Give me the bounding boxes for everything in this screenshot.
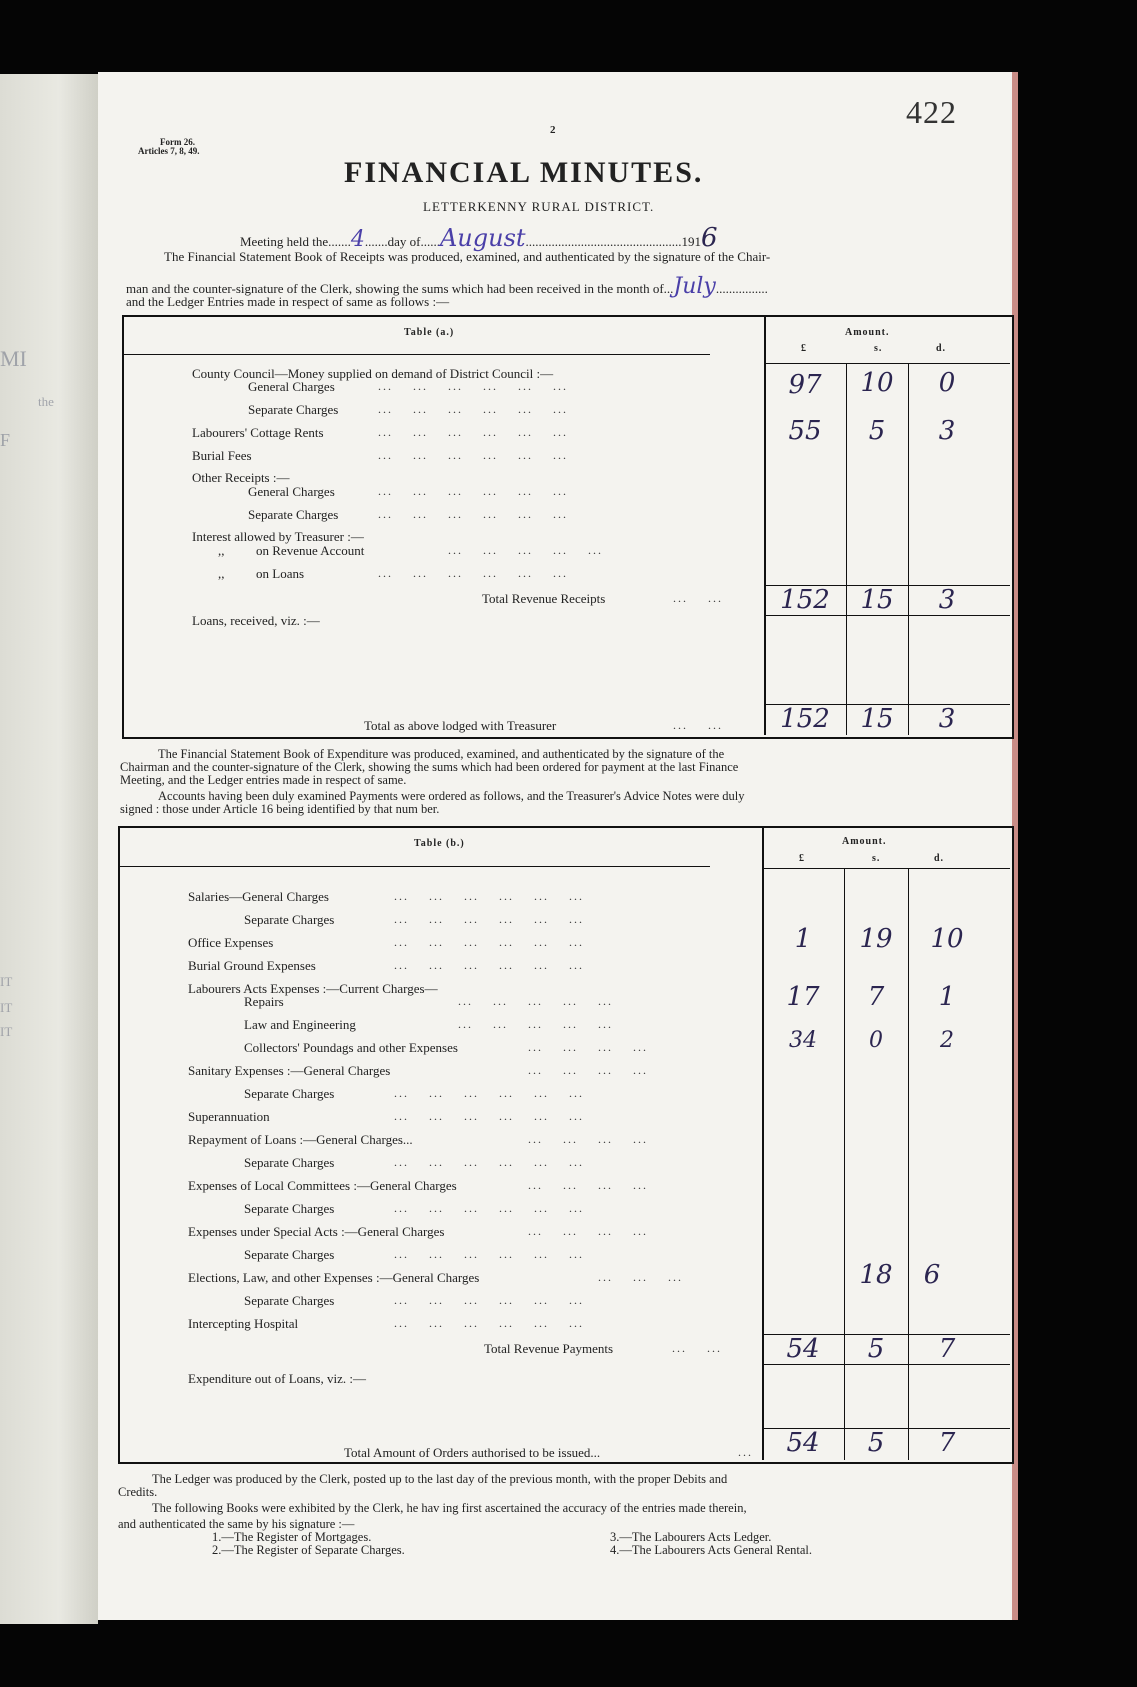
table-row: County Council—Money supplied on demand of District Council :— xyxy=(192,366,554,381)
table-row: Separate Charges xyxy=(244,1247,335,1262)
column-pounds: £ xyxy=(801,343,807,354)
table-row: Sanitary Expenses :—General Charges xyxy=(188,1063,391,1078)
table-row: Law and Engineering xyxy=(244,1017,356,1032)
amount-shillings: 15 xyxy=(860,585,894,615)
amount-pounds: 152 xyxy=(780,585,830,615)
column-pounds: £ xyxy=(799,853,805,864)
total-orders-authorised: Total Amount of Orders authorised to be issued... xyxy=(344,1445,601,1460)
column-shillings: s. xyxy=(872,853,881,864)
table-b-amount-header: Amount. xyxy=(842,836,887,847)
table-row: Interest allowed by Treasurer :— xyxy=(192,529,364,544)
table-row: Separate Charges xyxy=(244,912,335,927)
receipts-paragraph-line: The Financial Statement Book of Receipts was produced, examined, and authenticated by the signature of the Chair- xyxy=(164,249,771,264)
column-pence: d. xyxy=(934,853,945,864)
expenditure-paragraph-line: Chairman and the counter-signature of the Clerk, showing the sums which had been ordered for payment at the last Finance xyxy=(120,760,739,774)
meeting-day: 4 xyxy=(350,227,365,252)
total-revenue-payments: Total Revenue Payments xyxy=(484,1341,614,1356)
meeting-line: Meeting held the.......4.......day of......August................................................1916 xyxy=(240,223,718,253)
meeting-month: August xyxy=(439,224,526,252)
table-row: Salaries—General Charges xyxy=(188,889,329,904)
amount-shillings: 5 xyxy=(867,1334,885,1364)
ditto-mark: ,, xyxy=(218,566,225,581)
amount-shillings: 5 xyxy=(868,416,886,446)
amount-pence: 6 xyxy=(923,1260,941,1290)
table-row: Elections, Law, and other Expenses :—General Charges xyxy=(188,1270,480,1285)
table-row: General Charges xyxy=(248,484,335,499)
amount-pounds: 97 xyxy=(788,370,822,400)
table-a-amount-header: Amount. xyxy=(845,327,890,338)
table-row: Expenses of Local Committees :—General Charges xyxy=(188,1178,457,1193)
expenditure-paragraph-line: Accounts having been duly examined Payments were ordered as follows, and the Treasurer's Advice Notes were duly xyxy=(158,789,745,803)
receipts-paragraph-line: and the Ledger Entries made in respect of same as follows :— xyxy=(126,294,450,309)
amount-pounds: 54 xyxy=(786,1428,820,1458)
expenditure-paragraph-line: Meeting, and the Ledger entries made in respect of same. xyxy=(120,773,407,787)
ledger-page: Form 26. Articles 7, 8, 49. 2 422 FINANCIAL MINUTES. LETTERKENNY RURAL DISTRICT. Meeting held the.......4.......day of......August................................................1916 The Financial Statement Book of Receipts was produced, examined, and authenticated by the signature of the Chair- man and the counter-signature of the Clerk, showing the sums which had been received in the month of...July................ and the Ledger Entries made in respect of same as follows :— Table (a.) Amount. £ s. d. County Council—Money supplied on demand of District Council :— General Charges ... ... ... ... ... ... Separate Charges ... ... ... ... ... ... Labourers' Cottage Rents ... ... ... ... ... ... Burial Fees ... ... ... ... ... ... Other Receipts :— General Charges ... ... ... ... ... ... Separate Charges ... ... ... ... ... ... Interest allowed by Treasurer :— ,, on Revenue Account ... ... ... ... ... ,, on Loans ... ... ... ... ... ... Total Revenue Receipts ... ... Loans, received, viz. :— Total as above lodged with Treasurer ... ... 97 10 0 55 5 3 152 15 3 152 15 3 The Financial Statement Book of Expenditure was produced, examined, and authenticated by the signature of the Chairman and the counter-signature of the Clerk, showing the sums which had been ordered for payment at the last Finance Meeting, and the Ledger entries made in respect of same. Accounts having been duly examined Payments were ordered as follows, and the Treasurer's Advice Notes were duly signed : those under Article 16 being identified by that num ber. Table (b.) Amount. £ s. d. Salaries—General Charges ... ... ... ... ... ... Separate Charges ... ... ... ... ... ... Office Expenses ... ... ... ... ... ... Burial Ground Expenses ... ... ... ... ... ... Labourers Acts Expenses :—Current Charges— Repairs ... ... ... ... ... Law and Engineering ... ... ... ... ... Collectors' Poundags and other Expenses ... ... ... ... Sanitary Expenses :—General Charges ... ... ... ... Separate Charges ... ... ... ... ... ... Superannuation ... ... ... ... ... ... Repayment of Loans :—General Charges... ... ... ... ... Separate Charges ... ... ... ... ... ... Expenses of Local Committees :—General Charges ... ... ... ... Separate Charges ... ... ... ... ... ... Expenses under Special Acts :—General Charges ... ... ... ... Separate Charges ... ... ... ... ... ... Elections, Law, and other Expenses :—General Charges ... ... ... Separate Charges ... ... ... ... ... ... Intercepting Hospital ... ... ... ... ... ... Total Revenue Payments ... ... Expenditure out of Loans, viz. :— Total Amount of Orders authorised to be issued... ... 1 19 10 17 7 1 34 0 2 18 6 54 5 7 54 5 7 The Ledger was produced by the Clerk, posted up to the last day of the previous month, with the proper Debits and Credits. The following Books were exhibited by the Clerk, he hav ing first ascertained the accuracy of the entries made therein, and authenticated the same by his signature :— 1.—The Register of Mortgages. 2.—The Register of Separate Charges. 3.—The Labourers Acts Ledger. 4.—The Labourers Acts General Rental. xyxy=(98,72,1018,1620)
amount-shillings: 10 xyxy=(860,368,894,398)
table-row: Superannuation xyxy=(188,1109,270,1124)
footer-paragraph-line: and authenticated the same by his signature :— xyxy=(118,1517,355,1531)
column-shillings: s. xyxy=(874,343,883,354)
table-row: on Loans xyxy=(256,566,305,581)
left-facing-page xyxy=(0,74,98,1624)
table-row: Labourers Acts Expenses :—Current Charges— xyxy=(188,981,438,996)
amount-pence: 1 xyxy=(938,982,956,1012)
table-row: Office Expenses xyxy=(188,935,274,950)
amount-pounds: 55 xyxy=(788,416,822,446)
table-row: Separate Charges xyxy=(244,1293,335,1308)
amount-pence: 2 xyxy=(940,1028,954,1053)
amount-pence: 10 xyxy=(930,924,964,954)
amount-pence: 3 xyxy=(938,704,956,734)
table-row: Loans, received, viz. :— xyxy=(192,613,320,628)
expenditure-paragraph-line: signed : those under Article 16 being identified by that num ber. xyxy=(120,802,440,816)
left-page-text: IT xyxy=(0,1024,13,1039)
receipts-month: July xyxy=(673,274,716,299)
table-row: General Charges xyxy=(248,379,335,394)
book-item: 3.—The Labourers Acts Ledger. xyxy=(610,1530,772,1544)
footer-paragraph-line: Credits. xyxy=(118,1485,158,1499)
amount-shillings: 19 xyxy=(859,924,893,954)
amount-pence: 0 xyxy=(938,368,956,398)
table-row: Separate Charges xyxy=(248,507,339,522)
district-name: LETTERKENNY RURAL DISTRICT. xyxy=(423,199,655,214)
table-row: Separate Charges xyxy=(244,1201,335,1216)
receipts-paragraph-line: man and the counter-signature of the Clerk, showing the sums which had been received in the month of...July................ xyxy=(126,274,768,299)
amount-pounds: 152 xyxy=(780,704,830,734)
left-page-text: MI xyxy=(0,346,27,371)
amount-pounds: 1 xyxy=(794,924,812,954)
table-row: Collectors' Poundags and other Expenses xyxy=(244,1040,458,1055)
expenditure-paragraph-line: The Financial Statement Book of Expenditure was produced, examined, and authenticated by the signature of the xyxy=(158,747,725,761)
table-row: on Revenue Account xyxy=(256,543,365,558)
left-page-text: the xyxy=(38,394,54,409)
footer-paragraph-line: The following Books were exhibited by the Clerk, he hav ing first ascertained the accuracy of the entries made therein, xyxy=(152,1501,747,1515)
amount-pence: 7 xyxy=(938,1428,956,1458)
table-row: Expenses under Special Acts :—General Charges xyxy=(188,1224,445,1239)
table-a-caption: Table (a.) xyxy=(404,327,455,338)
amount-pence: 3 xyxy=(938,416,956,446)
meeting-year: 6 xyxy=(701,223,718,253)
table-row: Intercepting Hospital xyxy=(188,1316,299,1331)
amount-shillings: 0 xyxy=(869,1028,883,1053)
table-row: Expenditure out of Loans, viz. :— xyxy=(188,1371,366,1386)
total-revenue-receipts: Total Revenue Receipts xyxy=(482,591,606,606)
table-row: Other Receipts :— xyxy=(192,470,290,485)
amount-pence: 7 xyxy=(938,1334,956,1364)
folio-number: 422 xyxy=(906,94,957,130)
table-row: Repayment of Loans :—General Charges... xyxy=(188,1132,413,1147)
amount-shillings: 7 xyxy=(867,982,885,1012)
total-lodged-with-treasurer: Total as above lodged with Treasurer xyxy=(364,718,557,733)
left-page-text: IT xyxy=(0,1000,13,1015)
left-page-text: IT xyxy=(0,974,13,989)
footer-paragraph-line: The Ledger was produced by the Clerk, posted up to the last day of the previous month, with the proper Debits and xyxy=(152,1472,728,1486)
page-number: 2 xyxy=(550,124,556,136)
ditto-mark: ,, xyxy=(218,543,225,558)
amount-shillings: 5 xyxy=(867,1428,885,1458)
form-reference: Form 26. Articles 7, 8, 49. xyxy=(138,137,200,156)
amount-shillings: 15 xyxy=(860,704,894,734)
table-row: Separate Charges xyxy=(248,402,339,417)
book-item: 4.—The Labourers Acts General Rental. xyxy=(610,1543,813,1557)
amount-pounds: 17 xyxy=(786,982,820,1012)
table-row: Burial Fees xyxy=(192,448,252,463)
amount-pounds: 34 xyxy=(789,1028,817,1053)
amount-shillings: 18 xyxy=(859,1260,893,1290)
table-row: Separate Charges xyxy=(244,1086,335,1101)
amount-pence: 3 xyxy=(938,585,956,615)
table-b-caption: Table (b.) xyxy=(414,838,465,849)
amount-pounds: 54 xyxy=(786,1334,820,1364)
page-title: FINANCIAL MINUTES. xyxy=(344,156,704,189)
table-row: Repairs xyxy=(244,994,284,1009)
table-row: Labourers' Cottage Rents xyxy=(192,425,324,440)
book-item: 2.—The Register of Separate Charges. xyxy=(212,1543,405,1557)
left-page-text: F xyxy=(0,430,11,450)
book-item: 1.—The Register of Mortgages. xyxy=(212,1530,372,1544)
table-row: Separate Charges xyxy=(244,1155,335,1170)
column-pence: d. xyxy=(936,343,947,354)
table-row: Burial Ground Expenses xyxy=(188,958,316,973)
